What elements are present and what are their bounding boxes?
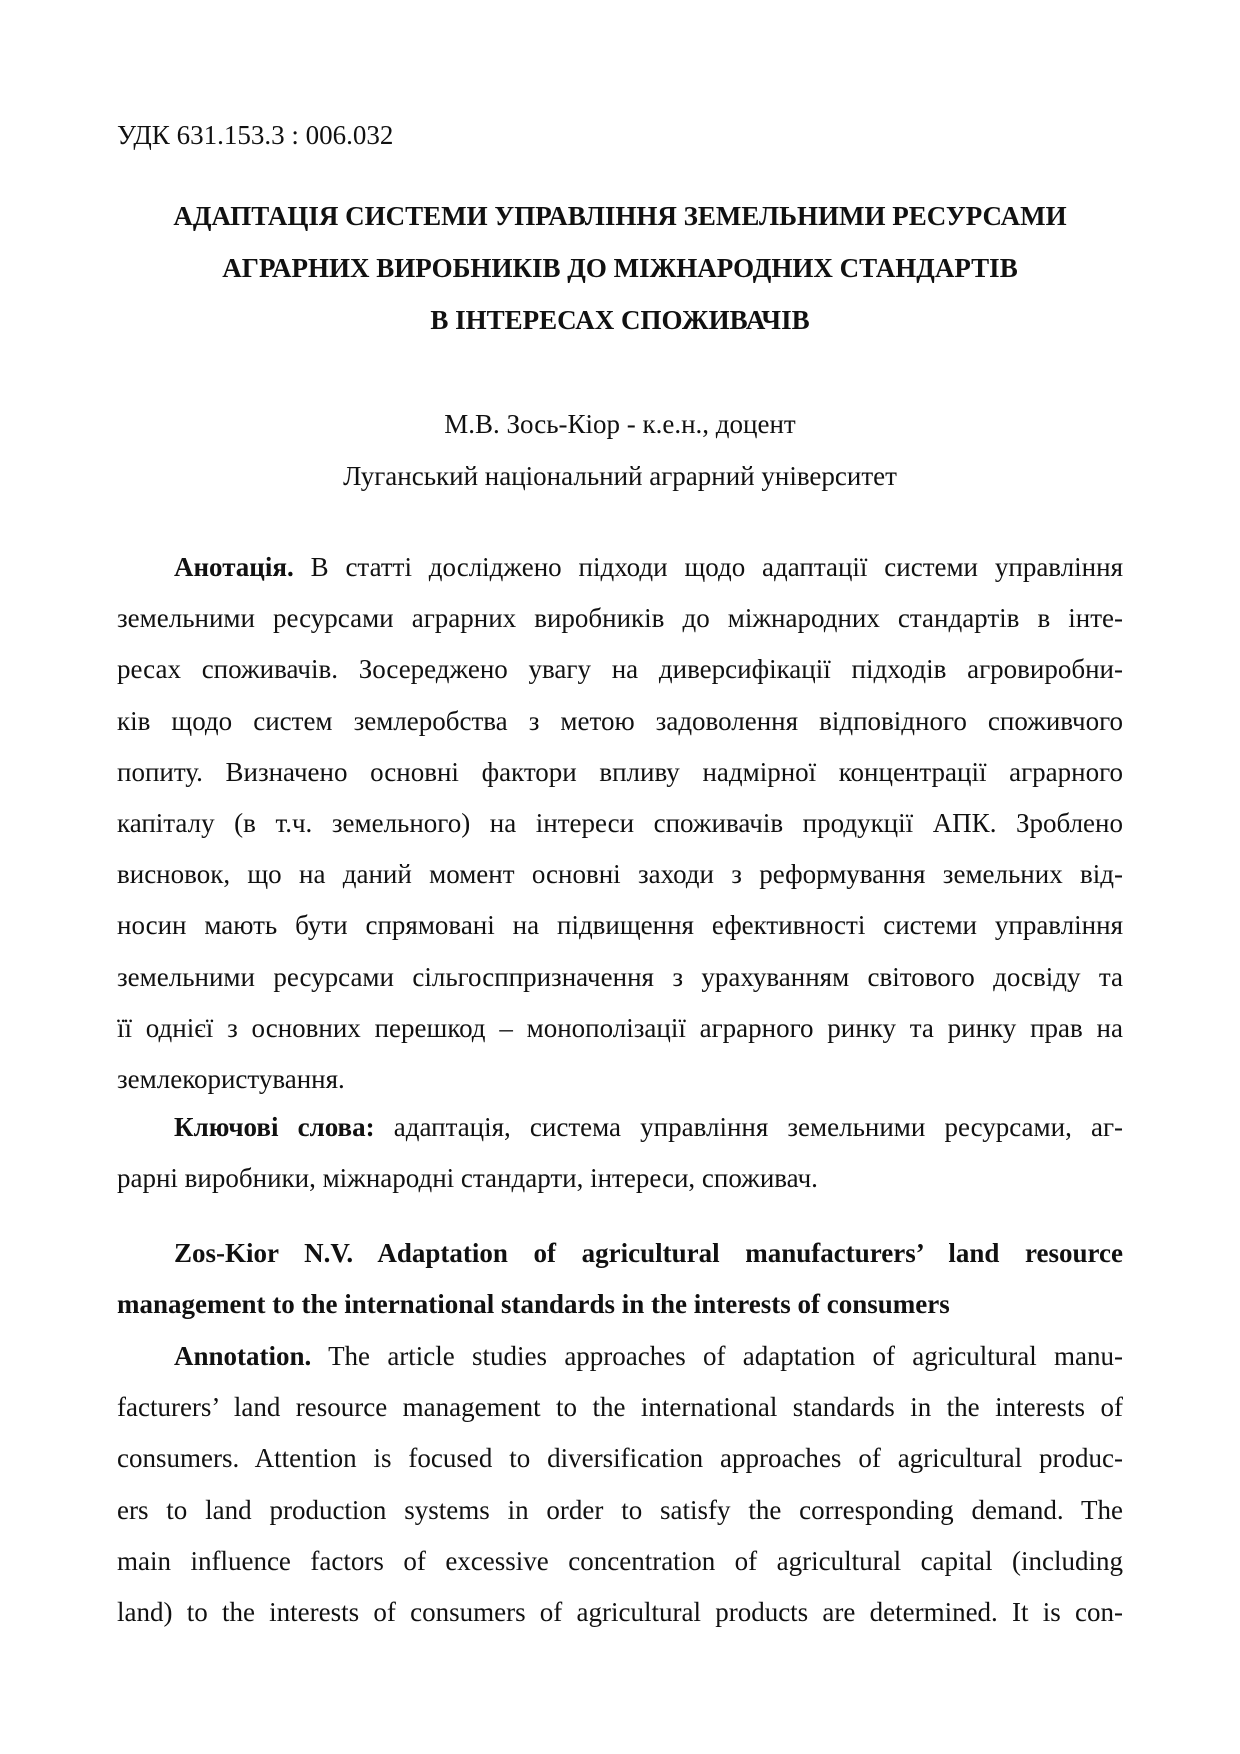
paragraph-line: ків щодо систем землеробства з метою задоволення відповідного споживчого [117,705,1123,736]
paragraph-line: її однієї з основних перешкод – монополізації аграрного ринку та ринку прав на [117,1012,1123,1043]
abstract-uk [117,542,1123,1105]
keywords-uk [117,1102,1123,1204]
title-line: АГРАРНИХ ВИРОБНИКІВ ДО МІЖНАРОДНИХ СТАНДАРТІВ [222,253,1018,283]
annotation-text: The article studies approaches of adaptation of agricultural manu- [311,1341,1123,1371]
paragraph-line: землекористування. [117,1063,345,1094]
paragraph-line: land) to the interests of consumers of agricultural products are determined. It is con- [117,1596,1123,1627]
paragraph-line: капіталу (в т.ч. земельного) на інтереси споживачів продукції АПК. Зроблено [117,807,1123,838]
abstract-en [117,1331,1123,1638]
paragraph-line [117,1102,1123,1153]
paragraph-line: попиту. Визначено основні фактори впливу надмірної концентрації аграрного [117,756,1123,787]
paragraph-line: ers to land production systems in order to satisfy the corresponding demand. The [117,1494,1123,1525]
author-block [117,398,1123,502]
paragraph-line: носин мають бути спрямовані на підвищення ефективності системи управління [117,910,1123,941]
paragraph-line: consumers. Attention is focused to diversification approaches of agricultural produc- [117,1443,1123,1474]
article-title-en [117,1228,1123,1330]
title-en-line: Zos-Kior N.V. Adaptation of agricultural manufacturers’ land resource [174,1238,1123,1268]
udk-code: УДК 631.153.3 : 006.032 [117,120,394,150]
paragraph-line: висновок, що на даний момент основні заходи з реформування земельних від- [117,859,1123,890]
abstract-text: В статті досліджено підходи щодо адаптації системи управління [293,552,1123,582]
paragraph-line [117,542,1123,593]
keywords-text: адаптація, система управління земельними ресурсами, аг- [374,1112,1123,1142]
paragraph-line: main influence factors of excessive concentration of agricultural capital (including [117,1545,1123,1576]
author-name: М.В. Зось-Кіор - к.е.н., доцент [444,409,796,439]
paragraph-line: ресах споживачів. Зосереджено увагу на диверсифікації підходів агровиробни- [117,654,1123,685]
paragraph-line: рарні виробники, міжнародні стандарти, інтереси, споживач. [117,1163,818,1194]
title-line: АДАПТАЦІЯ СИСТЕМИ УПРАВЛІННЯ ЗЕМЕЛЬНИМИ РЕСУРСАМИ [173,201,1067,231]
article-title-uk [117,190,1123,346]
title-en-line: management to the international standards in the interests of consumers [117,1289,950,1320]
paragraph-line: земельними ресурсами сільгосппризначення з урахуванням світового досвіду та [117,961,1123,992]
author-affiliation: Луганський національний аграрний університет [343,461,897,491]
abstract-label: Анотація. [174,552,294,582]
paragraph-line: земельними ресурсами аграрних виробників до міжнародних стандартів в інте- [117,603,1123,634]
paragraph-line [117,1331,1123,1382]
title-line: В ІНТЕРЕСАХ СПОЖИВАЧІВ [430,305,810,335]
keywords-label: Ключові слова: [174,1112,375,1142]
annotation-label: Annotation. [174,1341,312,1371]
paragraph-line: facturers’ land resource management to the international standards in the interests of [117,1392,1123,1423]
